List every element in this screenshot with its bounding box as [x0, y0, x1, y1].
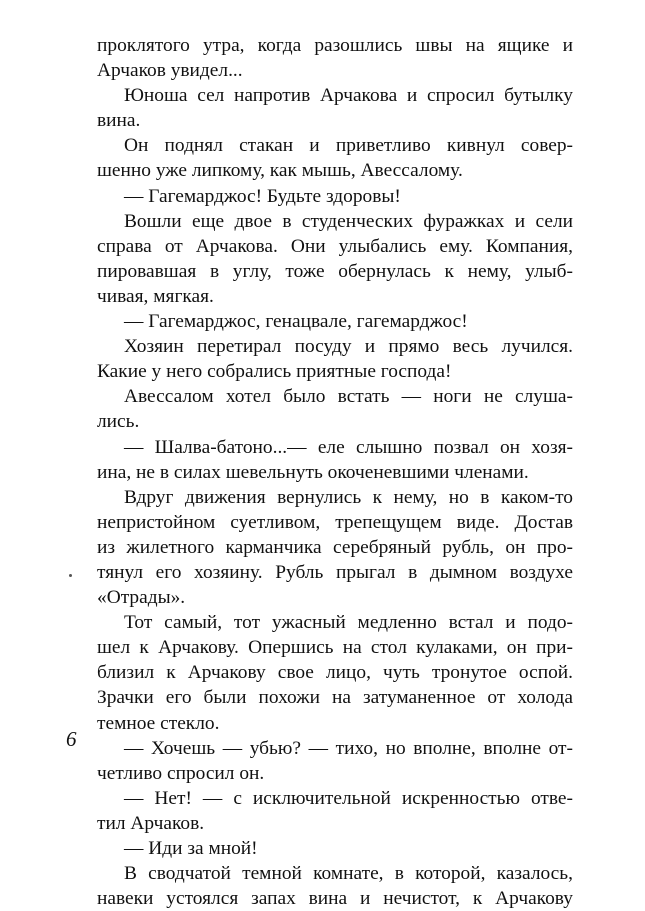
text-line: из жилетного карманчика серебряный рубль, он про-: [97, 536, 573, 558]
text-line: справа от Арчакова. Они улыбались ему. Компания,: [97, 235, 573, 257]
text-line: лись.: [97, 411, 140, 433]
text-line: — Гагемарджос! Будьте здоровы!: [124, 185, 401, 207]
text-line: пировавшая в углу, тоже обернулась к нему, улыб-: [97, 260, 573, 282]
text-line: — Иди за мной!: [124, 838, 258, 859]
text-line: шенно уже липкому, как мышь, Авессалому.: [97, 160, 463, 182]
text-line: Он поднял стакан и приветливо кивнул совер-: [124, 135, 573, 157]
text-line: Авессалом хотел было встать — ноги не слуша-: [124, 386, 573, 408]
text-line: непристойном суетливом, трепещущем виде. Достав: [97, 511, 573, 533]
text-line: темное стекло.: [97, 712, 220, 734]
text-line: — Шалва-батоно...— еле слышно позвал он хозя-: [124, 436, 573, 458]
text-line: чивая, мягкая.: [97, 285, 214, 307]
text-line: шел к Арчакову. Опершись на стол кулаками, он при-: [97, 637, 573, 659]
margin-dot-mark: [69, 574, 72, 577]
text-line: «Отрады».: [97, 587, 186, 609]
text-line: четливо спросил он.: [97, 762, 265, 784]
text-line: Тот самый, тот ужасный медленно встал и подо-: [124, 612, 573, 634]
text-line: Вдруг движения вернулись к нему, но в каком-то: [124, 486, 573, 508]
text-line: — Хочешь — убью? — тихо, но вполне, вполне от-: [124, 737, 573, 759]
text-line: — Нет! — с исключительной искренностью отве-: [124, 787, 573, 809]
text-line: вина.: [97, 110, 141, 132]
text-line: навеки устоялся запах вина и нечистот, к Арчакову: [97, 888, 573, 910]
page-number: 6: [66, 727, 77, 751]
text-line: ина, не в силах шевельнуть окоченевшими членами.: [97, 461, 529, 483]
text-line: В сводчатой темной комнате, в которой, казалось,: [124, 863, 573, 885]
text-line: тил Арчаков.: [97, 812, 205, 834]
body-text: [97, 33, 573, 911]
text-line: Арчаков увидел...: [97, 60, 243, 82]
text-line: Хозяин перетирал посуду и прямо весь лучился.: [124, 336, 573, 358]
text-line: проклятого утра, когда разошлись швы на ящике и: [97, 35, 573, 56]
text-line: Юноша сел напротив Арчакова и спросил бутылку: [124, 85, 573, 107]
text-line: Зрачки его были похожи на затуманенное от холода: [97, 687, 573, 709]
text-line: Вошли еще двое в студенческих фуражках и сели: [124, 210, 573, 232]
text-line: тянул его хозяину. Рубль прыгал в дымном воздухе: [97, 561, 573, 583]
text-line: Какие у него собрались приятные господа!: [97, 361, 452, 383]
text-line: — Гагемарджос, генацвале, гагемарджос!: [124, 311, 468, 333]
text-line: близил к Арчакову свое лицо, чуть тронутое оспой.: [97, 662, 573, 684]
